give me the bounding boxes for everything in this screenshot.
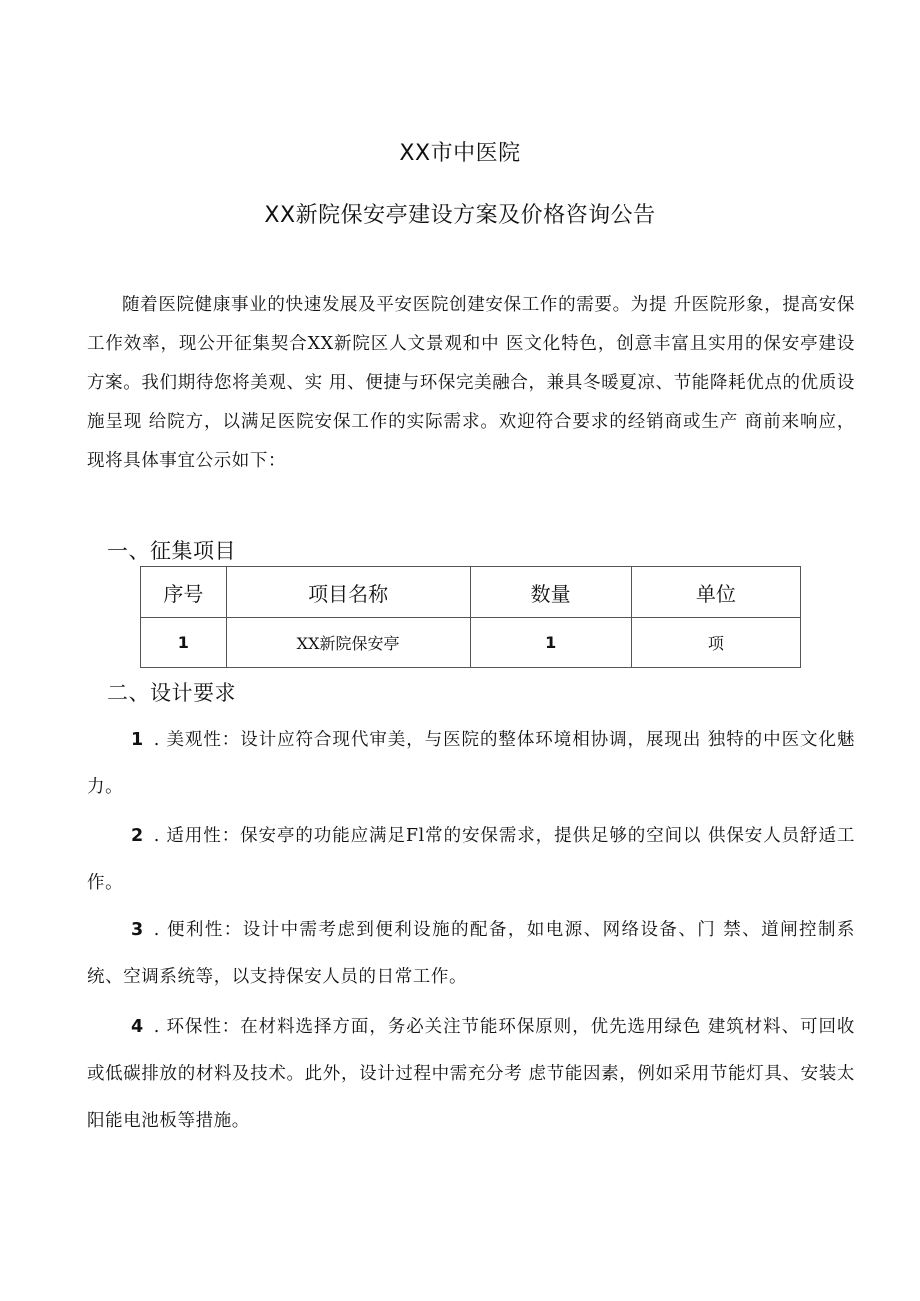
announcement-title: XX新院保安亭建设方案及价格咨询公告 [264,203,656,228]
requirement-number: 1 [131,730,144,750]
requirement-text: . 美观性：设计应符合现代审美，与医院的整体环境相协调，展现出 独特的中医文化魅力。 [87,730,855,797]
column-header-project-name: 项目名称 [226,567,470,618]
requirement-item [87,907,855,1001]
cell-unit: 项 [631,618,800,668]
intro-paragraph: 随着医院健康事业的快速发展及平安医院创建安保工作的需要。为提 升医院形象，提高安保工作效率，现公开征集契合XX新院区人文景观和中 医文化特色，创意丰富且实用的保安亭建设方案。我们期待您将美观、实 用、便捷与环保完美融合，兼具冬暖夏凉、节能降耗优点的优质设施呈现 给院方，以满足医院安保工作的实际需求。欢迎符合要求的经销商或生产 商前来响应，现将具体事宜公示如下： [87,295,855,471]
collection-items-table [140,566,801,668]
cell-quantity: 1 [470,618,631,668]
column-header-unit: 单位 [631,567,800,618]
requirement-text: . 适用性：保安亭的功能应满足Fl常的安保需求，提供足够的空间以 供保安人员舒适工作。 [87,826,855,893]
cell-index: 1 [141,618,227,668]
requirement-item [87,813,855,907]
requirement-text: . 便利性：设计中需考虑到便利设施的配备，如电源、网络设备、门 禁、道闸控制系统、空调系统等，以支持保安人员的日常工作。 [87,920,855,987]
section-heading-design-requirements: 二、设计要求 [107,681,236,705]
requirement-number: 2 [131,826,144,846]
requirement-number: 4 [131,1017,144,1037]
requirement-number: 3 [131,920,144,940]
table-row [141,618,801,668]
requirement-item [87,717,855,811]
column-header-index: 序号 [141,567,227,618]
table-header-row [141,567,801,618]
requirement-text: . 环保性：在材料选择方面，务必关注节能环保原则，优先选用绿色 建筑材料、可回收或低碳排放的材料及技术。此外，设计过程中需充分考 虑节能因素，例如采用节能灯具、安装太阳能电池板等措施。 [87,1017,855,1131]
cell-project-name: XX新院保安亭 [226,618,470,668]
column-header-quantity: 数量 [470,567,631,618]
requirement-item [87,1004,855,1145]
section-heading-collection-items: 一、征集项目 [107,539,236,563]
hospital-title: XX市中医院 [399,141,521,166]
